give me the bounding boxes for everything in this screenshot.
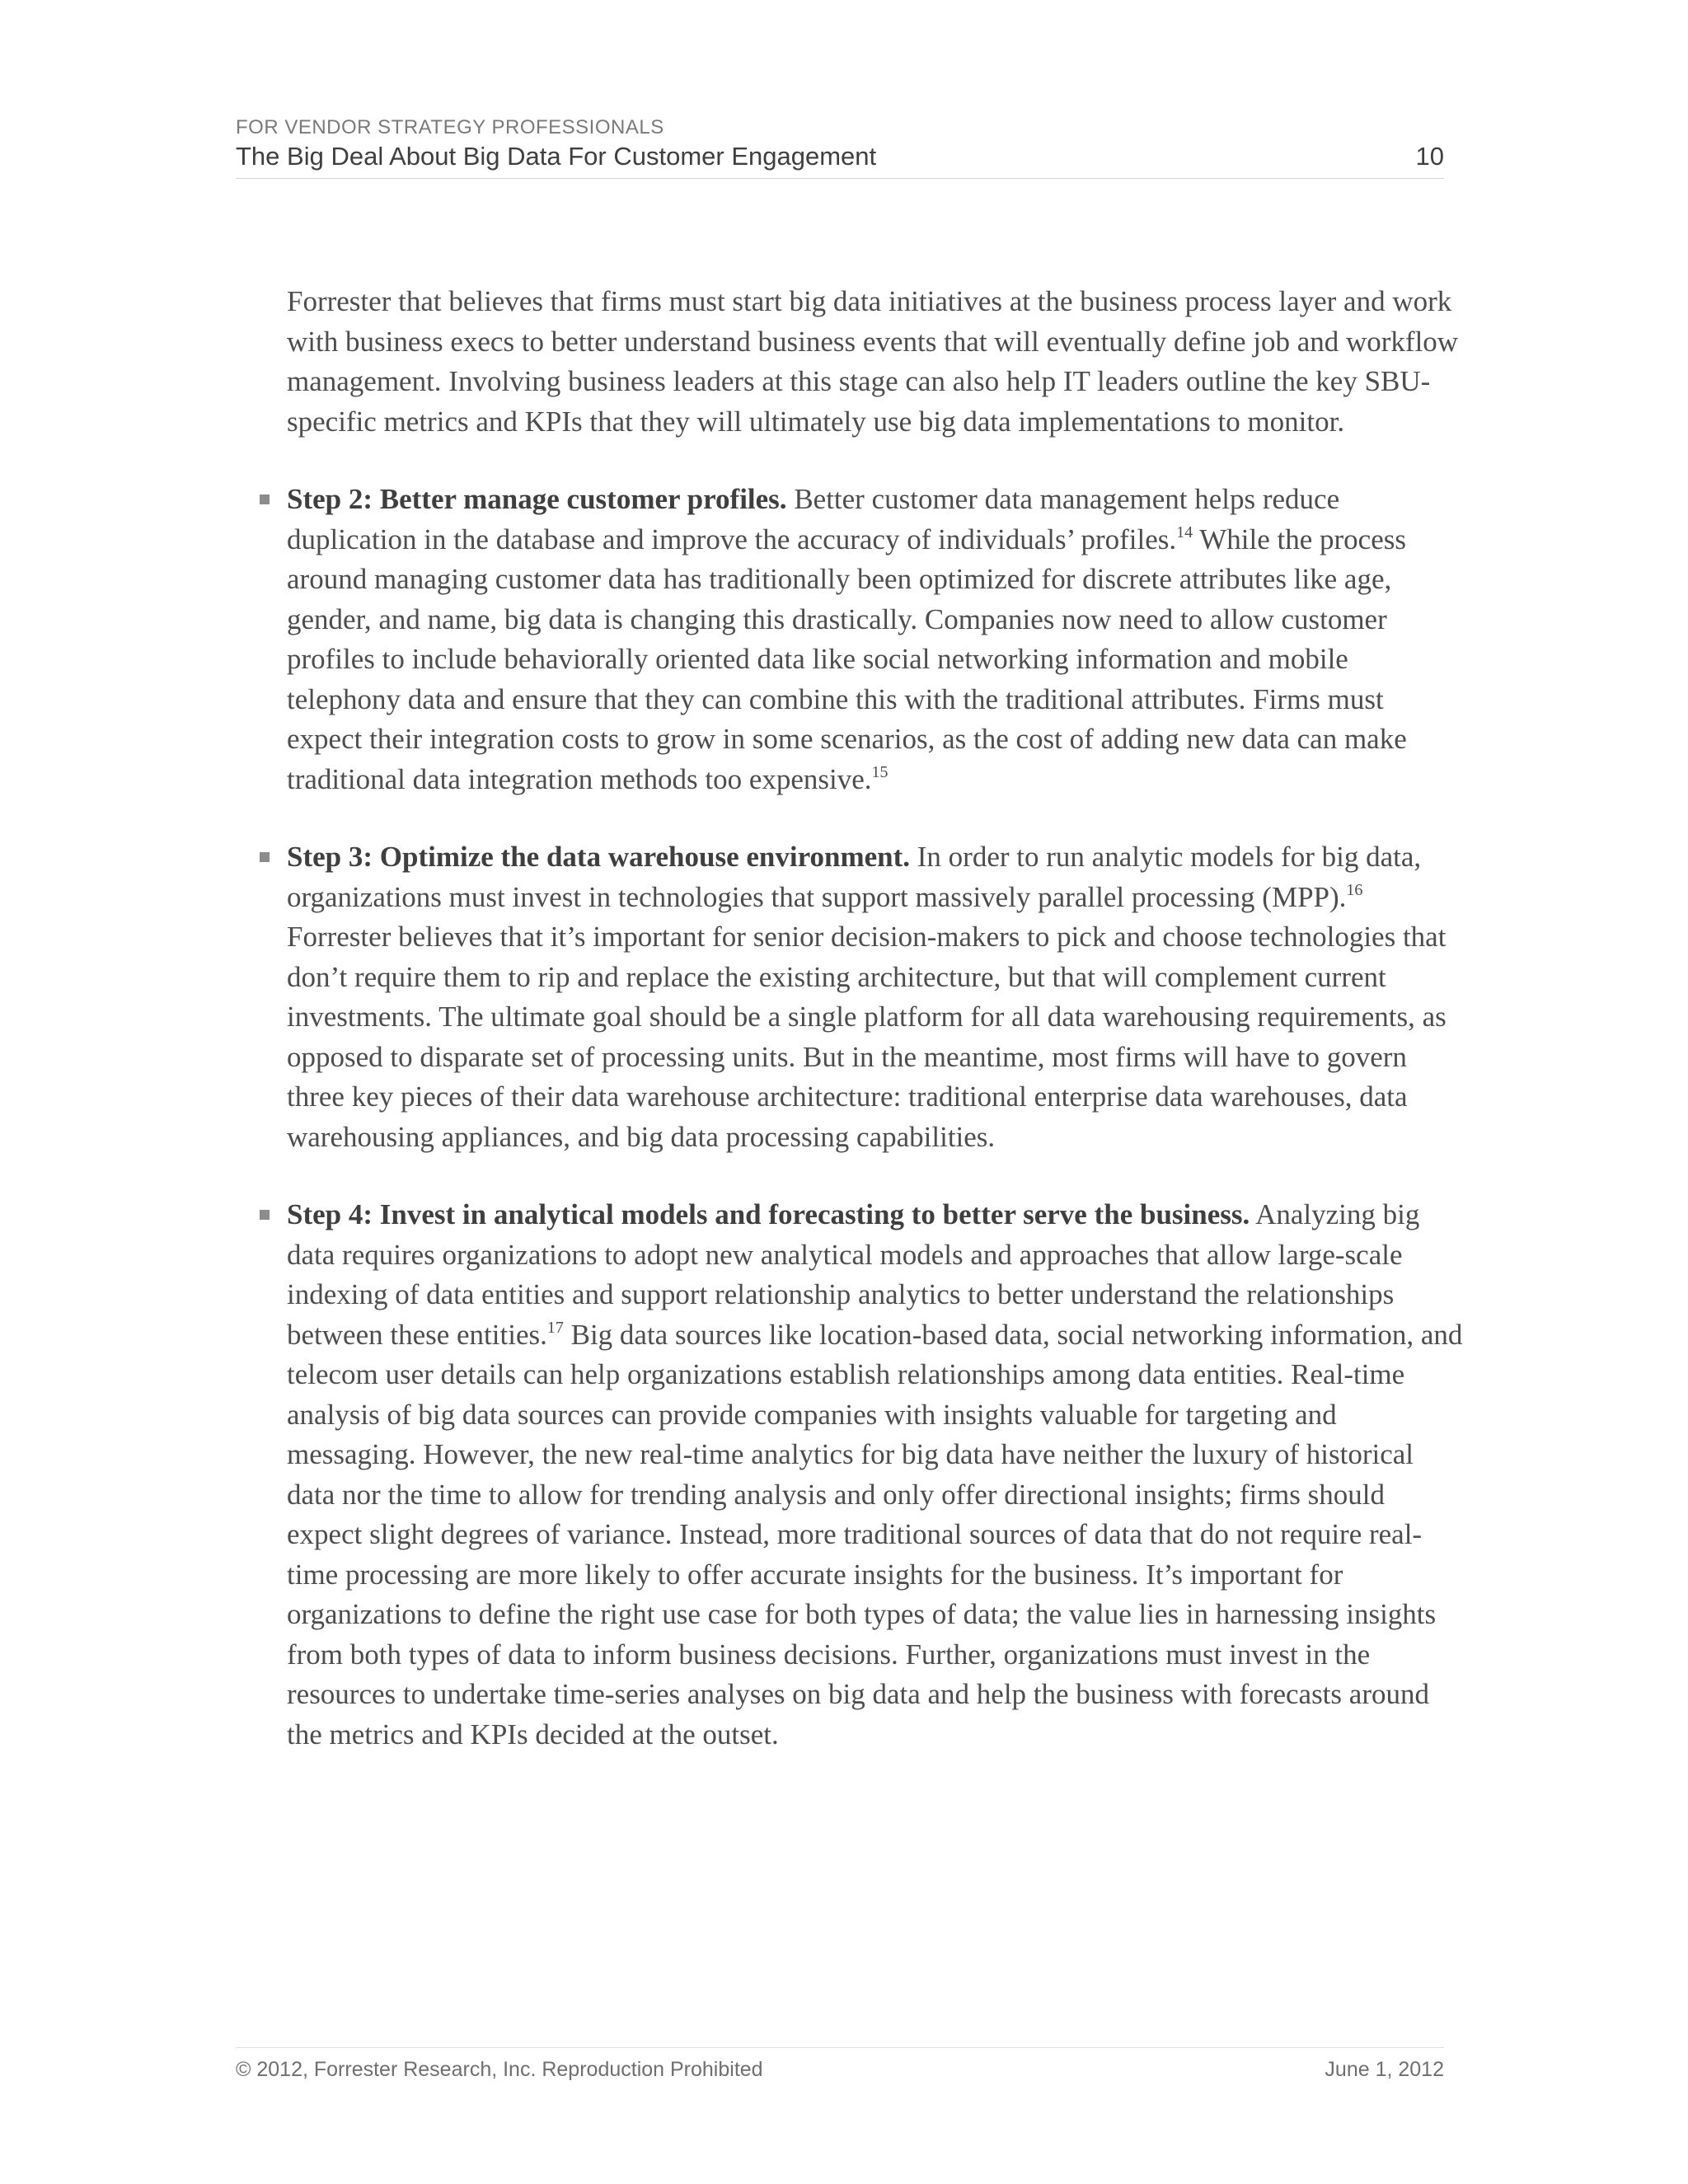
step-3-item xyxy=(287,837,1464,1157)
page-header xyxy=(236,115,1444,179)
bullet-square-icon xyxy=(260,494,270,504)
footer-date: June 1, 2012 xyxy=(1325,2058,1444,2081)
step-4-lead: Step 4: Invest in analytical models and forecasting to better serve the business. xyxy=(287,1198,1250,1230)
footnote-ref-15[interactable]: 15 xyxy=(871,762,889,781)
step-2-text-a: Better customer data management helps reduce duplication in the database and improve the accuracy of individuals’ profiles. xyxy=(287,483,1340,555)
footnote-ref-17[interactable]: 17 xyxy=(546,1318,564,1337)
step-3-lead: Step 3: Optimize the data warehouse environment. xyxy=(287,841,911,873)
footnote-ref-16[interactable]: 16 xyxy=(1346,880,1363,899)
step-2-item xyxy=(287,480,1464,799)
header-kicker: FOR VENDOR STRATEGY PROFESSIONALS xyxy=(236,116,664,138)
bullet-square-icon xyxy=(260,852,270,862)
step-4-text-a: Analyzing big data requires organizations to adopt new analytical models and approaches that allow large-scale indexing of data entities and support relationship analytics to better understand the relationships between these entities. xyxy=(287,1198,1420,1351)
bullet-square-icon xyxy=(260,1210,270,1220)
step-2-text-b: While the process around managing customer data has traditionally been optimized for discrete attributes like age, gender, and name, big data is changing this drastically. Companies now need to allow customer profiles to include behaviorally oriented data like social networking information and mobile telephony data and ensure that they can combine this with the traditional attributes. Firms must expect their integration costs to grow in some scenarios, as the cost of adding new data can make traditional data integration methods too expensive. xyxy=(287,523,1407,795)
footnote-ref-14[interactable]: 14 xyxy=(1176,523,1193,541)
step-4-text-b: Big data sources like location-based data, social networking information, and telecom user details can help organizations establish relationships among data entities. Real-time analysis of big data sources can provide companies with insights valuable for targeting and messaging. However, the new real-time analytics for big data have neither the luxury of historical data nor the time to allow for trending analysis and only offer directional insights; firms should expect slight degrees of variance. Instead, more traditional sources of data that do not require real-time processing are more likely to offer accurate insights for the business. It’s important for organizations to define the right use case for both types of data; the value lies in harnessing insights from both types of data to inform business decisions. Further, organizations must invest in the resources to undertake time-series analyses on big data and help the business with forecasts around the metrics and KPIs decided at the outset. xyxy=(287,1318,1463,1750)
step-3-text-a: In order to run analytic models for big data, organizations must invest in technologies that support massively parallel processing (MPP). xyxy=(287,841,1422,913)
document-title: The Big Deal About Big Data For Customer Engagement xyxy=(236,142,877,171)
footer-copyright: © 2012, Forrester Research, Inc. Reproduction Prohibited xyxy=(236,2058,763,2081)
step-4-item xyxy=(287,1195,1464,1755)
document-body xyxy=(236,282,1464,1793)
page-footer xyxy=(236,2047,1444,2082)
step-2-lead: Step 2: Better manage customer profiles. xyxy=(287,483,787,515)
page-number: 10 xyxy=(1415,142,1444,171)
step-3-text-b: Forrester believes that it’s important for senior decision-makers to pick and choose technologies that don’t require them to rip and replace the existing architecture, but that will complement current investments. The ultimate goal should be a single platform for all data warehousing requirements, as opposed to disparate set of processing units. But in the meantime, most firms will have to govern three key pieces of their data warehouse architecture: traditional enterprise data warehouses, data warehousing appliances, and big data processing capabilities. xyxy=(287,921,1447,1153)
header-title-row xyxy=(236,140,1444,179)
intro-paragraph: Forrester that believes that firms must start big data initiatives at the business process layer and work with business execs to better understand business events that will eventually define job and workflow management. Involving business leaders at this stage can also help IT leaders outline the key SBU-specific metrics and KPIs that they will ultimately use big data implementations to monitor. xyxy=(287,285,1459,438)
